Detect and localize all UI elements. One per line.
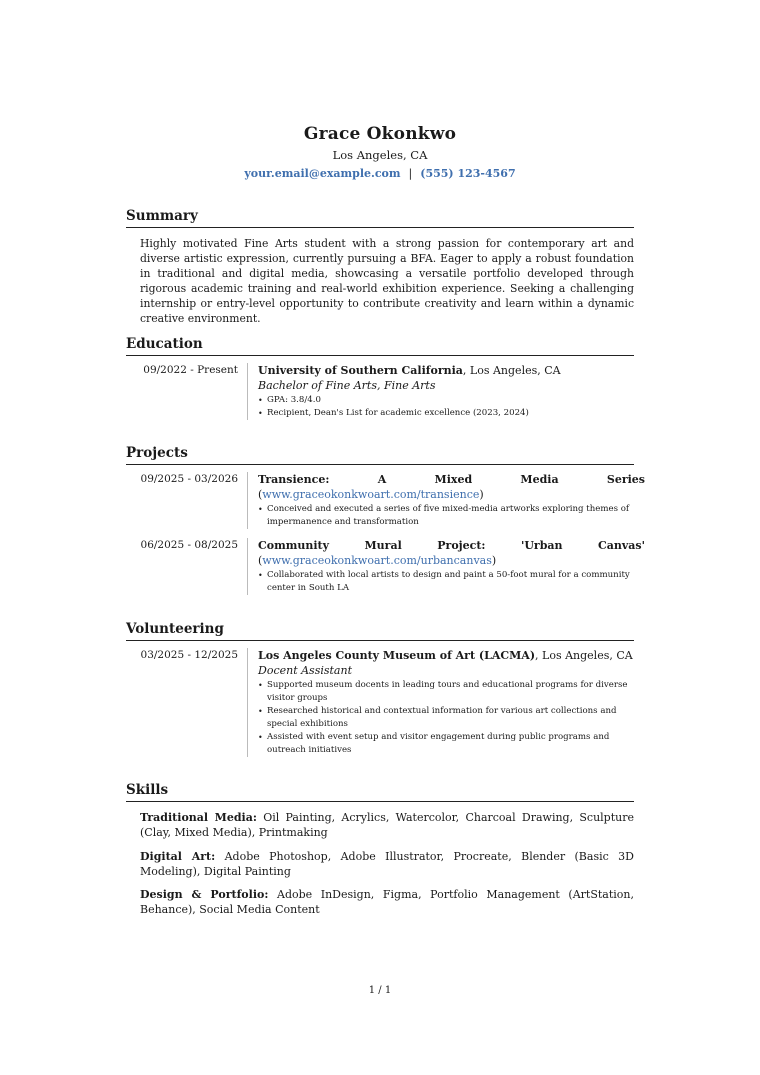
project-title: Transience: A Mixed Media Series: [258, 473, 645, 486]
skill-value: Oil Painting, Acrylics, Watercolor, Charcoal Drawing, Sculpture (Clay, Mixed Media), Printmaking: [140, 811, 634, 839]
skill-item: [140, 849, 634, 879]
paren-close: ): [479, 488, 484, 501]
entry-date: 09/2025 - 03/2026: [140, 473, 238, 485]
bullet-item: • Recipient, Dean's List for academic excellence (2023, 2024): [267, 407, 645, 420]
skill-value: Adobe Photoshop, Adobe Illustrator, Procreate, Blender (Basic 3D Modeling), Digital Painting: [140, 850, 634, 878]
entry-body: [247, 363, 645, 420]
paren-open: (: [258, 554, 263, 567]
project-title: Community Mural Project: 'Urban Canvas': [258, 539, 645, 552]
section-title-summary: Summary: [126, 208, 634, 228]
bullet-item: • GPA: 3.8/4.0: [267, 394, 645, 407]
paren-open: (: [258, 488, 263, 501]
skill-value: Adobe InDesign, Figma, Portfolio Management (ArtStation, Behance), Social Media Content: [140, 888, 634, 916]
entry-bullets: [258, 569, 645, 595]
page-number: 1 / 1: [368, 985, 392, 996]
bullet-item: • Collaborated with local artists to design and paint a 50-foot mural for a community center in South LA: [267, 569, 645, 595]
email-link[interactable]: your.email@example.com: [244, 167, 401, 180]
section-title-education: Education: [126, 336, 634, 356]
bullet-item: • Researched historical and contextual information for various art collections and special exhibitions: [267, 705, 645, 731]
section-title-skills: Skills: [126, 782, 634, 802]
entry-body: [247, 472, 645, 529]
entry-date: 03/2025 - 12/2025: [140, 649, 238, 661]
skill-label: Traditional Media:: [140, 811, 257, 824]
entry-title: [258, 363, 645, 378]
entry-date: 09/2022 - Present: [143, 364, 238, 376]
entry-bullets: [258, 503, 645, 529]
entry-title: [258, 648, 645, 663]
bullet-item: • Supported museum docents in leading tours and educational programs for diverse visitor groups: [267, 679, 645, 705]
entry-title: [258, 538, 645, 568]
paren-close: ): [491, 554, 497, 567]
entry-body: [247, 538, 645, 595]
bullet-item: • Conceived and executed a series of five mixed-media artworks exploring themes of impermanence and transformation: [267, 503, 645, 529]
resume-header: [126, 122, 634, 182]
entry-body: [247, 648, 645, 757]
entry-bullets: [258, 679, 645, 757]
skill-item: [140, 810, 634, 840]
project-link[interactable]: www.graceokonkwoart.com/transience: [262, 488, 480, 501]
entry-title: [258, 472, 645, 502]
section-title-projects: Projects: [126, 445, 634, 465]
entry-date: 06/2025 - 08/2025: [140, 539, 238, 551]
skill-label: Design & Portfolio:: [140, 888, 269, 901]
institution-location: , Los Angeles, CA: [462, 364, 561, 377]
organization-location: , Los Angeles, CA: [535, 649, 633, 662]
organization-name: Los Angeles County Museum of Art (LACMA): [258, 649, 536, 662]
entry-bullets: [258, 394, 645, 420]
summary-text: Highly motivated Fine Arts student with a strong passion for contemporary art and diverse artistic expression, currently pursuing a BFA. Eager to apply a robust foundation in traditional and digital media, showcasing a versatile portfolio developed through rigorous academic training and real-world exhibition experience. Seeking a challenging internship or entry-level opportunity to contribute creativity and learn within a dynamic creative environment.: [140, 237, 634, 325]
degree: Bachelor of Fine Arts, Fine Arts: [258, 379, 436, 392]
contact-separator: |: [408, 167, 413, 180]
skill-label: Digital Art:: [140, 850, 216, 863]
bullet-item: • Assisted with event setup and visitor engagement during public programs and outreach initiatives: [267, 731, 645, 757]
contact-line: [126, 166, 634, 182]
skill-item: [140, 887, 634, 917]
section-title-volunteering: Volunteering: [126, 621, 634, 641]
person-name: Grace Okonkwo: [303, 124, 457, 144]
institution-name: University of Southern California: [258, 364, 463, 377]
phone-link[interactable]: (555) 123-4567: [420, 167, 516, 180]
role: Docent Assistant: [258, 664, 352, 677]
location: Los Angeles, CA: [332, 148, 428, 162]
project-link[interactable]: www.graceokonkwoart.com/urbancanvas: [262, 554, 492, 567]
